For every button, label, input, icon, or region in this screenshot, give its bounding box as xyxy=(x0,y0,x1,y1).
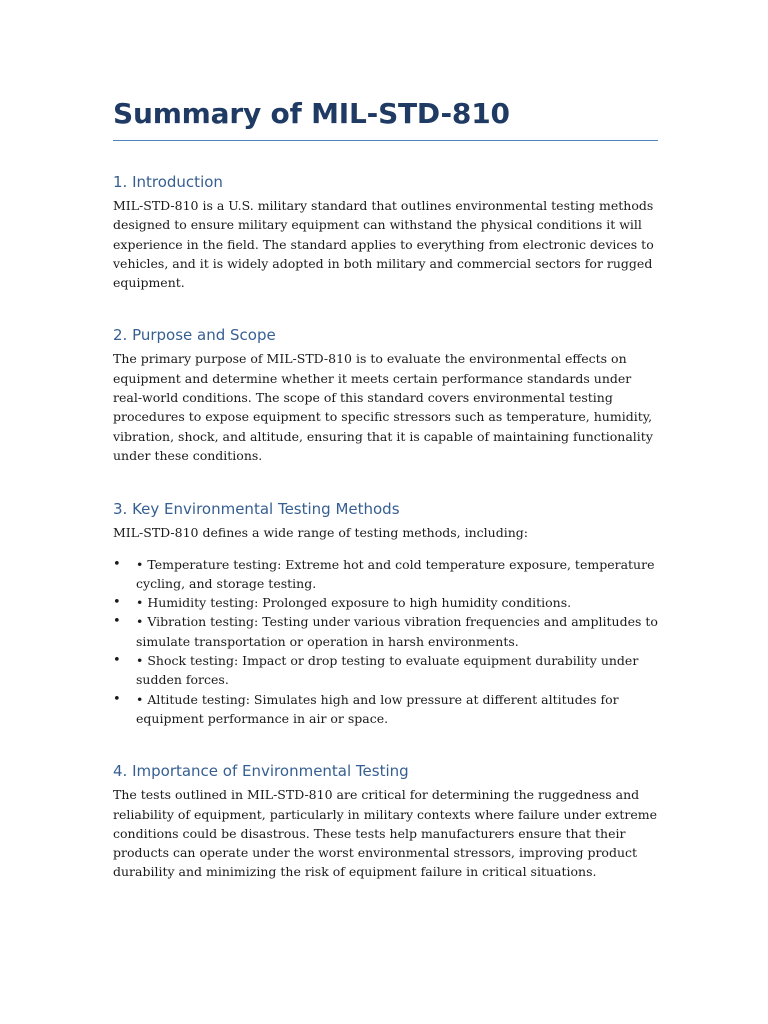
section-body: The tests outlined in MIL-STD-810 are critical for determining the ruggedness and reliability of equipment, particularly in military contexts where failure under extreme conditions could be disastrous. These tests help manufacturers ensure that their products can operate under the worst environmental stressors, improving product durability and minimizing the risk of equipment failure in critical situations. xyxy=(113,787,658,880)
section-body: MIL-STD-810 is a U.S. military standard that outlines environmental testing methods designed to ensure military equipment can withstand the physical conditions it will experience in the field. The standard applies to everything from electronic devices to vehicles, and it is widely adopted in both military and commercial sectors for rugged equipment. xyxy=(113,198,654,291)
list-item xyxy=(113,555,658,594)
list-item-text: • Altitude testing: Simulates high and low pressure at different altitudes for equipment performance in air or space. xyxy=(136,691,619,726)
bullet-icon: • xyxy=(113,556,121,572)
section-importance xyxy=(113,761,658,881)
bullet-icon: • xyxy=(113,653,121,669)
section-heading: 4. Importance of Environmental Testing xyxy=(113,762,409,781)
section-body: The primary purpose of MIL-STD-810 is to evaluate the environmental effects on equipment and determine whether it meets certain performance standards under real-world conditions. The scope of this standard covers environmental testing procedures to expose equipment to specific stressors such as temperature, humidity, vibration, shock, and altitude, ensuring that it is capable of maintaining functionality under these conditions. xyxy=(113,351,653,463)
section-heading: 3. Key Environmental Testing Methods xyxy=(113,500,400,519)
list-item-text: • Humidity testing: Prolonged exposure to high humidity conditions. xyxy=(136,595,572,611)
list-item xyxy=(113,612,658,651)
section-introduction xyxy=(113,172,658,292)
bullet-icon: • xyxy=(113,691,121,707)
list-item-text: • Temperature testing: Extreme hot and cold temperature exposure, temperature cycling, and storage testing. xyxy=(136,556,655,591)
section-purpose-scope xyxy=(113,325,658,465)
section-testing-methods xyxy=(113,499,658,728)
page-title: Summary of MIL-STD-810 xyxy=(113,96,658,141)
bullet-icon: • xyxy=(113,614,121,630)
testing-methods-list xyxy=(113,555,658,729)
list-item-text: • Vibration testing: Testing under various vibration frequencies and amplitudes to simulate transportation or operation in harsh environments. xyxy=(136,614,658,649)
list-item xyxy=(113,651,658,690)
section-heading: 2. Purpose and Scope xyxy=(113,326,276,345)
document-page xyxy=(113,96,658,882)
list-item xyxy=(113,593,658,612)
list-item-text: • Shock testing: Impact or drop testing to evaluate equipment durability under sudden forces. xyxy=(136,653,639,688)
section-body: MIL-STD-810 defines a wide range of testing methods, including: xyxy=(113,525,528,541)
section-heading: 1. Introduction xyxy=(113,173,223,191)
bullet-icon: • xyxy=(113,595,121,611)
list-item xyxy=(113,690,658,729)
